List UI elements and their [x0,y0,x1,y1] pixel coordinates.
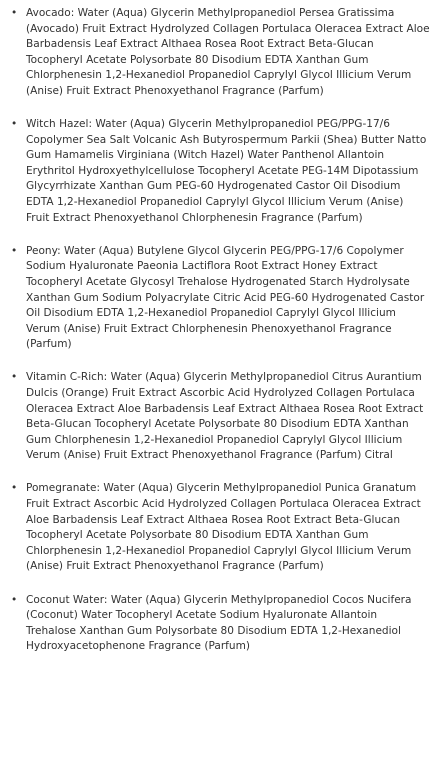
list-item-pomegranate [0,481,438,575]
bullet-icon: • [11,482,18,495]
bullet-icon: • [11,371,18,384]
list-item-avocado [0,6,438,100]
bullet-icon: • [11,593,18,606]
ingredient-list [0,6,438,655]
bullet-icon: • [11,244,18,257]
list-item-witch-hazel [0,117,438,226]
bullet-icon: • [11,118,18,131]
ingredient-text: Pomegranate: Water (Aqua) Glycerin Methylpropanediol Punica Granatum Fruit Extract Ascorbic Acid Hydrolyzed Collagen Portulaca Oleracea Extract Aloe Barbadensis Leaf Extract Althaea Rosea Root Extract Beta-Glucan Tocopheryl Acetate Polysorbate 80 Disodium EDTA Xanthan Gum Chlorphenesin 1,2-Hexanediol Propanediol Caprylyl Glycol Illicium Verum (Anise) Fruit Extract Phenoxyethanol Fragrance (Parfum) [26,482,421,573]
list-item-vitamin-c [0,370,438,464]
ingredient-text: Peony: Water (Aqua) Butylene Glycol Glycerin PEG/PPG-17/6 Copolymer Sodium Hyaluronate Paeonia Lactiflora Root Extract Honey Extract Tocopheryl Acetate Glycosyl Trehalose Hydrogenated Starch Hydrolysate Xanthan Gum Sodium Polyacrylate Citric Acid PEG-60 Hydrogenated Castor Oil Disodium EDTA 1,2-Hexanediol Propanediol Caprylyl Glycol Illicium Verum (Anise) Fruit Extract Chlorphenesin Phenoxyethanol Fragrance (Parfum) [26,244,425,351]
ingredient-text: Vitamin C-Rich: Water (Aqua) Glycerin Methylpropanediol Citrus Aurantium Dulcis (Orange) Fruit Extract Ascorbic Acid Hydrolyzed Collagen Portulaca Oleracea Extract Aloe Barbadensis Leaf Extract Althaea Rosea Root Extract Beta-Glucan Tocopheryl Acetate Polysorbate 80 Disodium EDTA Xanthan Gum Chlorphenesin 1,2-Hexanediol Propanediol Caprylyl Glycol Illicium Verum (Anise) Fruit Extract Phenoxyethanol Fragrance (Parfum) Citral [26,371,424,462]
ingredient-text: Avocado: Water (Aqua) Glycerin Methylpropanediol Persea Gratissima (Avocado) Fruit Extract Hydrolyzed Collagen Portulaca Oleracea Extract Aloe Barbadensis Leaf Extract Althaea Rosea Root Extract Beta-Glucan Tocopheryl Acetate Polysorbate 80 Disodium EDTA Xanthan Gum Chlorphenesin 1,2-Hexanediol Propanediol Caprylyl Glycol Illicium Verum (Anise) Fruit Extract Phenoxyethanol Fragrance (Parfum) [26,7,430,97]
ingredient-text: Coconut Water: Water (Aqua) Glycerin Methylpropanediol Cocos Nucifera (Coconut) Water Tocopheryl Acetate Sodium Hyaluronate Allantoin Trehalose Xanthan Gum Polysorbate 80 Disodium EDTA 1,2-Hexanediol Hydroxyacetophenone Fragrance (Parfum) [26,593,412,653]
list-item-coconut-water [0,593,438,655]
bullet-icon: • [11,7,18,19]
list-item-peony [0,244,438,353]
ingredient-text: Witch Hazel: Water (Aqua) Glycerin Methylpropanediol PEG/PPG-17/6 Copolymer Sea Salt Volcanic Ash Butyrospermum Parkii (Shea) Butter Natto Gum Hamamelis Virginiana (Witch Hazel) Water Panthenol Allantoin Erythritol Hydroxyethylcellulose Tocopheryl Acetate PEG-14M Dipotassium Glycyrrhizate Xanthan Gum PEG-60 Hydrogenated Castor Oil Disodium EDTA 1,2-Hexanediol Propanediol Caprylyl Glycol Illicium Verum (Anise) Fruit Extract Phenoxyethanol Chlorphenesin Fragrance (Parfum) [26,118,427,224]
